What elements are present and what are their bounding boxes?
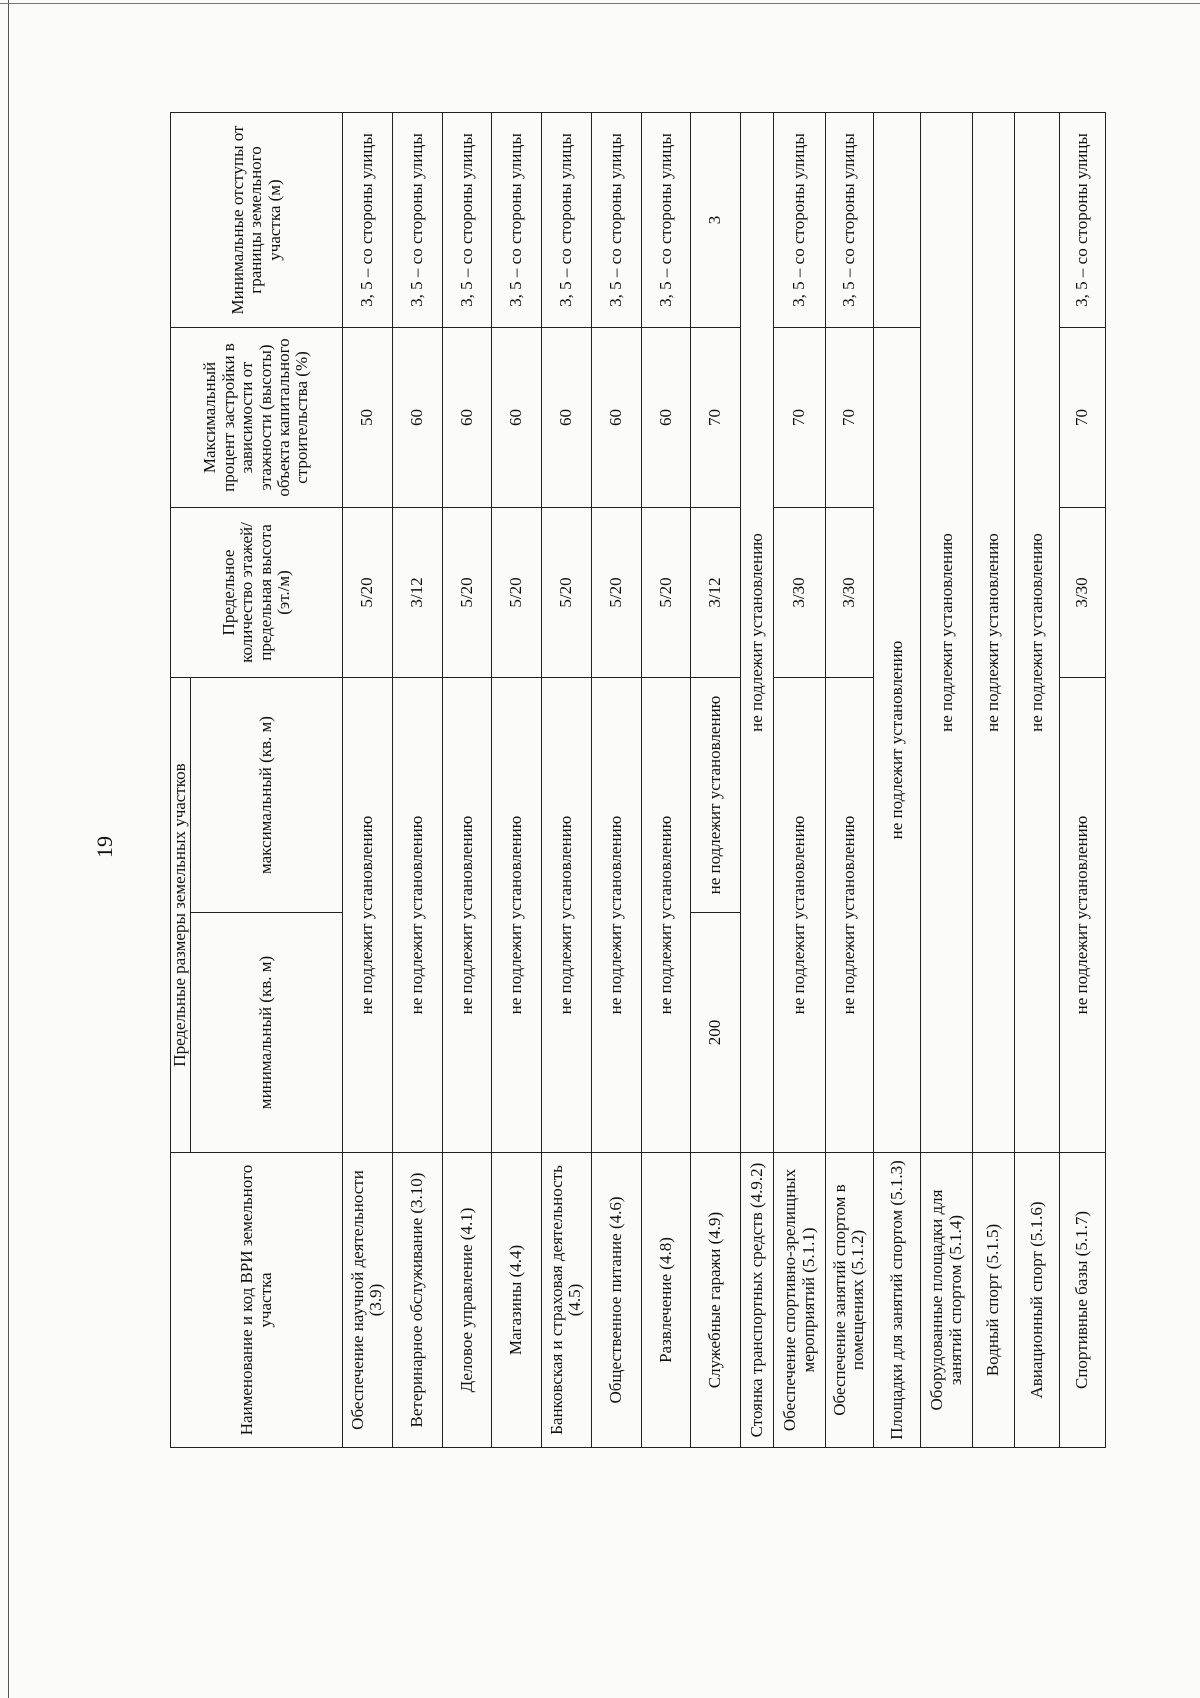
row-setback: 3, 5 – со стороны улицы xyxy=(1060,113,1106,328)
row-name: Общественное питание (4.6) xyxy=(591,1153,641,1448)
row-percent: 60 xyxy=(591,328,641,508)
row-sizes: не подлежит установлению xyxy=(542,678,592,1153)
row-percent: 70 xyxy=(826,328,874,508)
row-floors: 3/30 xyxy=(826,508,874,678)
row-percent: 60 xyxy=(392,328,442,508)
row-sizes: не подлежит установлению xyxy=(826,678,874,1153)
row-sizes: не подлежит установлению xyxy=(442,678,492,1153)
row-setback: 3, 5 – со стороны улицы xyxy=(492,113,542,328)
row-name: Оборудованные площадки для занятий спортом (5.1.4) xyxy=(921,1153,973,1448)
row-sizes: не подлежит установлению xyxy=(343,678,393,1153)
row-setback: 3, 5 – со стороны улицы xyxy=(442,113,492,328)
row-setback: 3, 5 – со стороны улицы xyxy=(774,113,826,328)
row-min: 200 xyxy=(691,913,741,1153)
table-row xyxy=(1060,113,1106,1448)
row-span-text: не подлежит установлению xyxy=(973,113,1014,1153)
row-setback: 3, 5 – со стороны улицы xyxy=(641,113,691,328)
header-sizes-group: Предельные размеры земельных участков xyxy=(171,678,191,1153)
row-setback: 3, 5 – со стороны улицы xyxy=(826,113,874,328)
header-min: минимальный (кв. м) xyxy=(191,913,343,1153)
row-name: Спортивные базы (5.1.7) xyxy=(1060,1153,1106,1448)
header-setback: Минимальные отступы от границы земельного участка (м) xyxy=(171,113,343,328)
row-sizes: не подлежит установлению xyxy=(492,678,542,1153)
row-name: Водный спорт (5.1.5) xyxy=(973,1153,1014,1448)
row-sizes: не подлежит установлению xyxy=(641,678,691,1153)
row-floors: 3/12 xyxy=(691,508,741,678)
row-name: Авиационный спорт (5.1.6) xyxy=(1014,1153,1060,1448)
table-row xyxy=(774,113,826,1448)
table-row xyxy=(442,113,492,1448)
row-setback: 3, 5 – со стороны улицы xyxy=(542,113,592,328)
row-percent: 70 xyxy=(691,328,741,508)
row-sizes: не подлежит установлению xyxy=(392,678,442,1153)
table-row xyxy=(1014,113,1060,1448)
table-row xyxy=(542,113,592,1448)
rotated-table-wrapper xyxy=(170,113,1106,1448)
row-floors: 5/20 xyxy=(492,508,542,678)
row-floors: 5/20 xyxy=(442,508,492,678)
row-name: Банковская и страховая деятельность (4.5) xyxy=(542,1153,592,1448)
table-row xyxy=(492,113,542,1448)
row-span-text: не подлежит установлению xyxy=(921,113,973,1153)
row-percent: 50 xyxy=(343,328,393,508)
table-row xyxy=(343,113,393,1448)
row-sizes: не подлежит установлению xyxy=(591,678,641,1153)
row-name: Стоянка транспортных средств (4.9.2) xyxy=(741,1153,774,1448)
row-sizes: не подлежит установлению xyxy=(774,678,826,1153)
land-use-parameters-table xyxy=(170,112,1106,1448)
row-percent: 70 xyxy=(774,328,826,508)
row-floors: 3/30 xyxy=(1060,508,1106,678)
header-percent: Максимальный процент застройки в зависимости от этажности (высоты) объекта капитального строительства (%) xyxy=(171,328,343,508)
row-name: Обеспечение научной деятельности (3.9) xyxy=(343,1153,393,1448)
table-row xyxy=(921,113,973,1448)
row-setback: 3, 5 – со стороны улицы xyxy=(343,113,393,328)
row-setback: 3, 5 – со стороны улицы xyxy=(392,113,442,328)
table-row xyxy=(741,113,774,1448)
row-sizes: не подлежит установлению xyxy=(1060,678,1106,1153)
row-setback: 3, 5 – со стороны улицы xyxy=(591,113,641,328)
row-max: не подлежит установлению xyxy=(691,678,741,913)
row-name: Ветеринарное обслуживание (3.10) xyxy=(392,1153,442,1448)
row-name: Служебные гаражи (4.9) xyxy=(691,1153,741,1448)
row-span-text: не подлежит установлению xyxy=(1014,113,1060,1153)
page-number: 19 xyxy=(92,836,117,858)
row-percent: 60 xyxy=(542,328,592,508)
table-row xyxy=(873,113,921,1448)
header-floors: Предельное количество этажей/предельная высота (эт./м) xyxy=(171,508,343,678)
row-floors: 3/30 xyxy=(774,508,826,678)
row-setback-empty xyxy=(873,113,921,328)
row-name: Обеспечение занятий спортом в помещениях (5.1.2) xyxy=(826,1153,874,1448)
table-row xyxy=(591,113,641,1448)
row-name: Развлечение (4.8) xyxy=(641,1153,691,1448)
row-name: Площадки для занятий спортом (5.1.3) xyxy=(873,1153,921,1448)
row-span-text: не подлежит установлению xyxy=(873,328,921,1153)
table-row xyxy=(392,113,442,1448)
row-floors: 5/20 xyxy=(591,508,641,678)
row-floors: 5/20 xyxy=(641,508,691,678)
table-row xyxy=(641,113,691,1448)
table-row xyxy=(826,113,874,1448)
row-floors: 5/20 xyxy=(542,508,592,678)
row-percent: 60 xyxy=(442,328,492,508)
scan-top-edge xyxy=(0,3,1200,4)
row-name: Магазины (4.4) xyxy=(492,1153,542,1448)
row-span-text: не подлежит установлению xyxy=(741,113,774,1153)
table-row xyxy=(973,113,1014,1448)
row-percent: 60 xyxy=(492,328,542,508)
table-row xyxy=(691,113,741,1448)
row-name: Деловое управление (4.1) xyxy=(442,1153,492,1448)
row-name: Обеспечение спортивно-зрелищных мероприятий (5.1.1) xyxy=(774,1153,826,1448)
row-floors: 5/20 xyxy=(343,508,393,678)
header-name: Наименование и код ВРИ земельного участка xyxy=(171,1153,343,1448)
scan-edge xyxy=(8,0,9,1698)
row-floors: 3/12 xyxy=(392,508,442,678)
row-percent: 70 xyxy=(1060,328,1106,508)
row-setback: 3 xyxy=(691,113,741,328)
row-percent: 60 xyxy=(641,328,691,508)
header-max: максимальный (кв. м) xyxy=(191,678,343,913)
